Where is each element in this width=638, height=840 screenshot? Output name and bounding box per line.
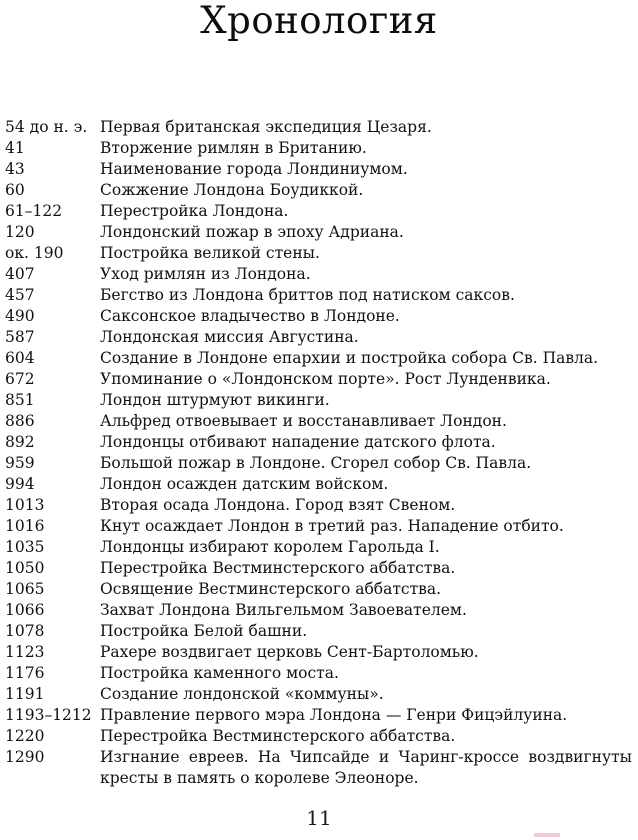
timeline-event: Лондонцы избирают королем Гарольда I. (100, 538, 440, 556)
timeline-year: 457 (5, 286, 35, 304)
timeline-event: Лондонцы отбивают нападение датского флота. (100, 433, 496, 451)
timeline-year: 1013 (5, 496, 45, 514)
timeline-event: Правление первого мэра Лондона — Генри Фицэйлуина. (100, 706, 568, 724)
timeline-event: Захват Лондона Вильгельмом Завоевателем. (100, 601, 467, 619)
timeline-year: 994 (5, 475, 35, 493)
timeline-event: Альфред отвоевывает и восстанавливает Лондон. (100, 412, 507, 430)
timeline-event: Постройка Белой башни. (100, 622, 308, 640)
timeline-row (5, 117, 632, 138)
timeline-event: Освящение Вестминстерского аббатства. (100, 580, 442, 598)
timeline-event: Лондонская миссия Августина. (100, 328, 359, 346)
timeline-year: 959 (5, 454, 35, 472)
timeline-row (5, 516, 632, 537)
timeline-year: ок. 190 (5, 244, 64, 262)
timeline-event: Вторжение римлян в Британию. (100, 139, 367, 157)
timeline-year: 672 (5, 370, 35, 388)
timeline-event: Бегство из Лондона бриттов под натиском саксов. (100, 286, 515, 304)
timeline-year: 1220 (5, 727, 45, 745)
timeline-row (5, 642, 632, 663)
timeline-event: Лондон штурмуют викинги. (100, 391, 330, 409)
timeline-event: Изгнание евреев. На Чипсайде и Чаринг-кроссе воздвигнуты кресты в память о королеве Элеоноре. (100, 748, 632, 787)
timeline-row (5, 705, 632, 726)
timeline-event: Кнут осаждает Лондон в третий раз. Нападение отбито. (100, 517, 564, 535)
timeline-list (5, 117, 632, 789)
timeline-row (5, 201, 632, 222)
timeline-event: Уход римлян из Лондона. (100, 265, 311, 283)
timeline-event: Перестройка Вестминстерского аббатства. (100, 727, 456, 745)
timeline-row (5, 537, 632, 558)
timeline-row (5, 327, 632, 348)
timeline-row (5, 159, 632, 180)
timeline-row (5, 348, 632, 369)
timeline-row (5, 495, 632, 516)
timeline-year: 41 (5, 139, 25, 157)
timeline-year: 43 (5, 160, 25, 178)
timeline-year: 60 (5, 181, 25, 199)
timeline-year: 120 (5, 223, 35, 241)
timeline-row (5, 726, 632, 747)
timeline-event: Перестройка Вестминстерского аббатства. (100, 559, 456, 577)
timeline-row (5, 264, 632, 285)
timeline-row (5, 453, 632, 474)
timeline-event: Упоминание о «Лондонском порте». Рост Лунденвика. (100, 370, 551, 388)
timeline-year: 1191 (5, 685, 45, 703)
timeline-row (5, 747, 632, 789)
timeline-event: Саксонское владычество в Лондоне. (100, 307, 400, 325)
page-title: Хронология (200, 0, 438, 42)
timeline-row (5, 600, 632, 621)
timeline-year: 1065 (5, 580, 45, 598)
timeline-row (5, 621, 632, 642)
pink-highlight-mark (534, 833, 560, 837)
timeline-year: 1066 (5, 601, 45, 619)
timeline-row (5, 306, 632, 327)
timeline-row (5, 243, 632, 264)
timeline-year: 1050 (5, 559, 45, 577)
timeline-year: 892 (5, 433, 35, 451)
timeline-row (5, 558, 632, 579)
timeline-row (5, 222, 632, 243)
timeline-event: Постройка каменного моста. (100, 664, 339, 682)
timeline-event: Вторая осада Лондона. Город взят Свеном. (100, 496, 456, 514)
timeline-event: Создание лондонской «коммуны». (100, 685, 384, 703)
timeline-year: 54 до н. э. (5, 118, 88, 136)
timeline-row (5, 390, 632, 411)
timeline-row (5, 684, 632, 705)
timeline-year: 604 (5, 349, 35, 367)
timeline-year: 851 (5, 391, 35, 409)
timeline-year: 1176 (5, 664, 45, 682)
timeline-year: 587 (5, 328, 35, 346)
timeline-row (5, 285, 632, 306)
timeline-event: Первая британская экспедиция Цезаря. (100, 118, 432, 136)
timeline-row (5, 579, 632, 600)
timeline-year: 1290 (5, 748, 45, 766)
timeline-row (5, 474, 632, 495)
timeline-year: 1123 (5, 643, 45, 661)
timeline-row (5, 432, 632, 453)
timeline-event: Большой пожар в Лондоне. Сгорел собор Св. Павла. (100, 454, 532, 472)
timeline-year: 490 (5, 307, 35, 325)
timeline-year: 407 (5, 265, 35, 283)
timeline-event: Перестройка Лондона. (100, 202, 289, 220)
timeline-year: 1193–1212 (5, 706, 92, 724)
timeline-event: Лондон осажден датским войском. (100, 475, 389, 493)
timeline-row (5, 369, 632, 390)
timeline-row (5, 663, 632, 684)
timeline-event: Постройка великой стены. (100, 244, 320, 262)
timeline-year: 1035 (5, 538, 45, 556)
timeline-year: 886 (5, 412, 35, 430)
timeline-year: 61–122 (5, 202, 63, 220)
timeline-year: 1016 (5, 517, 45, 535)
timeline-row (5, 138, 632, 159)
timeline-row (5, 411, 632, 432)
timeline-event: Наименование города Лондиниумом. (100, 160, 408, 178)
timeline-event: Рахере воздвигает церковь Сент-Бартоломью. (100, 643, 479, 661)
timeline-event: Создание в Лондоне епархии и постройка собора Св. Павла. (100, 349, 599, 367)
page-number: 11 (306, 806, 332, 830)
timeline-event: Лондонский пожар в эпоху Адриана. (100, 223, 404, 241)
timeline-row (5, 180, 632, 201)
timeline-event: Сожжение Лондона Боудиккой. (100, 181, 364, 199)
timeline-year: 1078 (5, 622, 45, 640)
